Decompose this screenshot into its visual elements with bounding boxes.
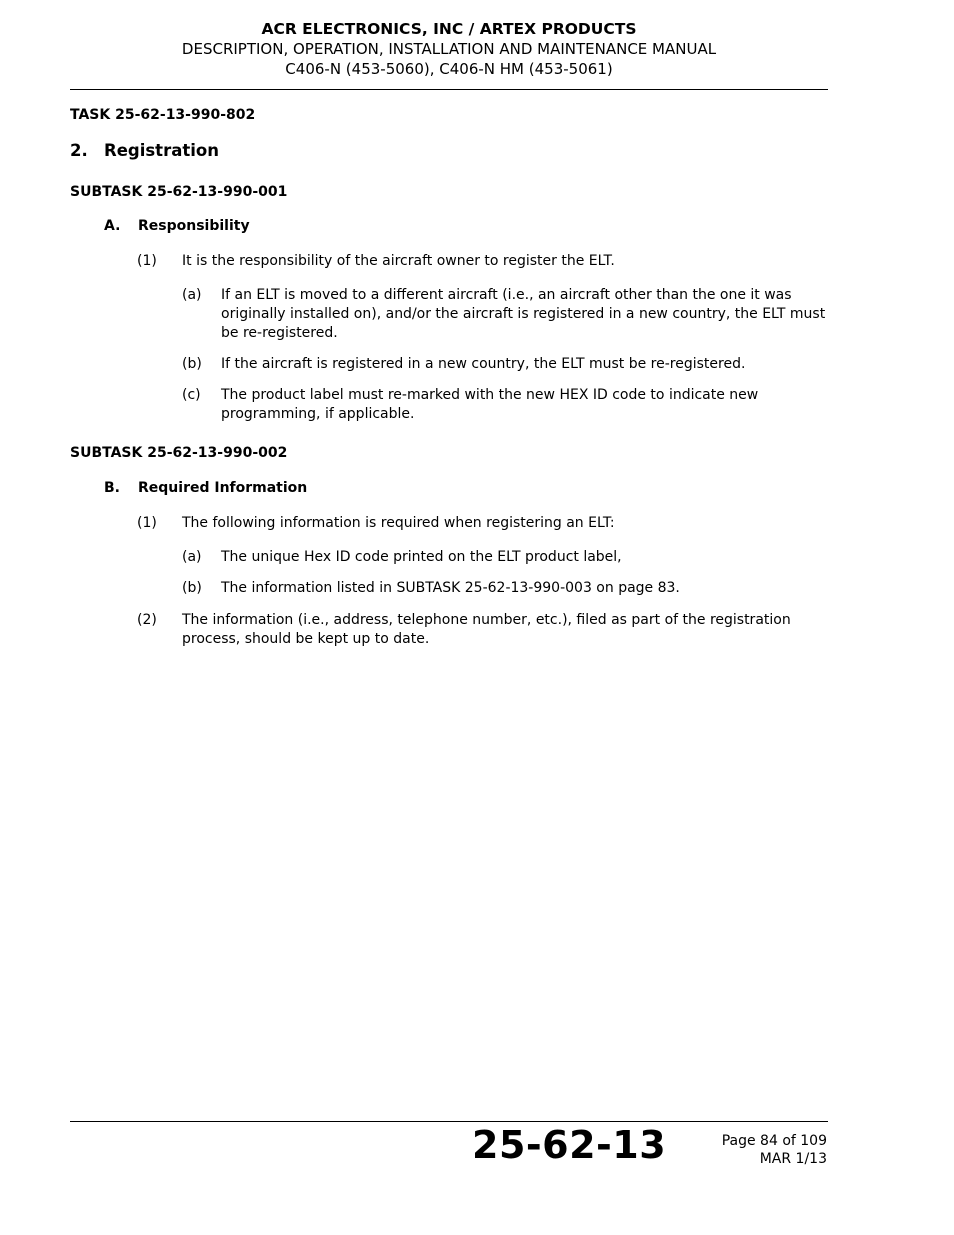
subitem-number: (a) <box>182 549 202 565</box>
footer-rule <box>70 1121 828 1122</box>
subitem-text <box>221 548 622 567</box>
item-text: The following information is required when registering an ELT: <box>182 515 615 531</box>
subsection-title: Responsibility <box>138 218 250 234</box>
section-title: Registration <box>104 141 219 160</box>
manual-title: DESCRIPTION, OPERATION, INSTALLATION AND MAINTENANCE MANUAL <box>181 40 717 58</box>
subitem-text <box>221 355 745 374</box>
header-rule <box>70 89 828 90</box>
item-text <box>182 611 791 649</box>
text-line: programming, if applicable. <box>221 406 415 422</box>
item-number: (1) <box>137 253 157 269</box>
text-line: The unique Hex ID code printed on the ELT product label, <box>221 549 622 565</box>
subitem-text <box>221 286 825 343</box>
task-id: TASK 25-62-13-990-802 <box>70 107 256 123</box>
subsection-letter: B. <box>104 480 120 496</box>
page-info <box>722 1132 827 1168</box>
subitem-text <box>221 579 680 598</box>
subitem-number: (c) <box>182 387 201 403</box>
company-name: ACR ELECTRONICS, INC / ARTEX PRODUCTS <box>261 20 637 38</box>
text-line: The product label must re-marked with the new HEX ID code to indicate new <box>221 387 759 403</box>
subsection-letter: A. <box>104 218 121 234</box>
item-text: It is the responsibility of the aircraft owner to register the ELT. <box>182 253 615 269</box>
text-line: The information (i.e., address, telephone number, etc.), filed as part of the registration <box>182 612 791 628</box>
section-number: 2. <box>70 141 88 160</box>
model-number: C406-N (453-5060), C406-N HM (453-5061) <box>285 60 613 78</box>
item-number: (2) <box>137 612 157 628</box>
ata-chapter-code: 25-62-13 <box>472 1123 667 1167</box>
text-line: process, should be kept up to date. <box>182 631 430 647</box>
subtask-id: SUBTASK 25-62-13-990-001 <box>70 184 288 200</box>
item-number: (1) <box>137 515 157 531</box>
revision-date: MAR 1/13 <box>759 1151 827 1167</box>
subitem-number: (b) <box>182 580 202 596</box>
text-line: If the aircraft is registered in a new country, the ELT must be re-registered. <box>221 356 746 372</box>
text-line: be re-registered. <box>221 325 338 341</box>
subitem-text <box>221 386 758 424</box>
page-number: Page 84 of 109 <box>721 1133 827 1149</box>
subitem-number: (b) <box>182 356 202 372</box>
subitem-number: (a) <box>182 287 202 303</box>
page-header <box>70 19 828 79</box>
text-line: If an ELT is moved to a different aircraft (i.e., an aircraft other than the one it was <box>221 287 792 303</box>
subsection-title: Required Information <box>138 480 308 496</box>
subtask-id: SUBTASK 25-62-13-990-002 <box>70 445 288 461</box>
text-line: originally installed on), and/or the aircraft is registered in a new country, the ELT must <box>221 306 826 322</box>
text-line: The information listed in SUBTASK 25-62-13-990-003 on page 83. <box>221 580 680 596</box>
